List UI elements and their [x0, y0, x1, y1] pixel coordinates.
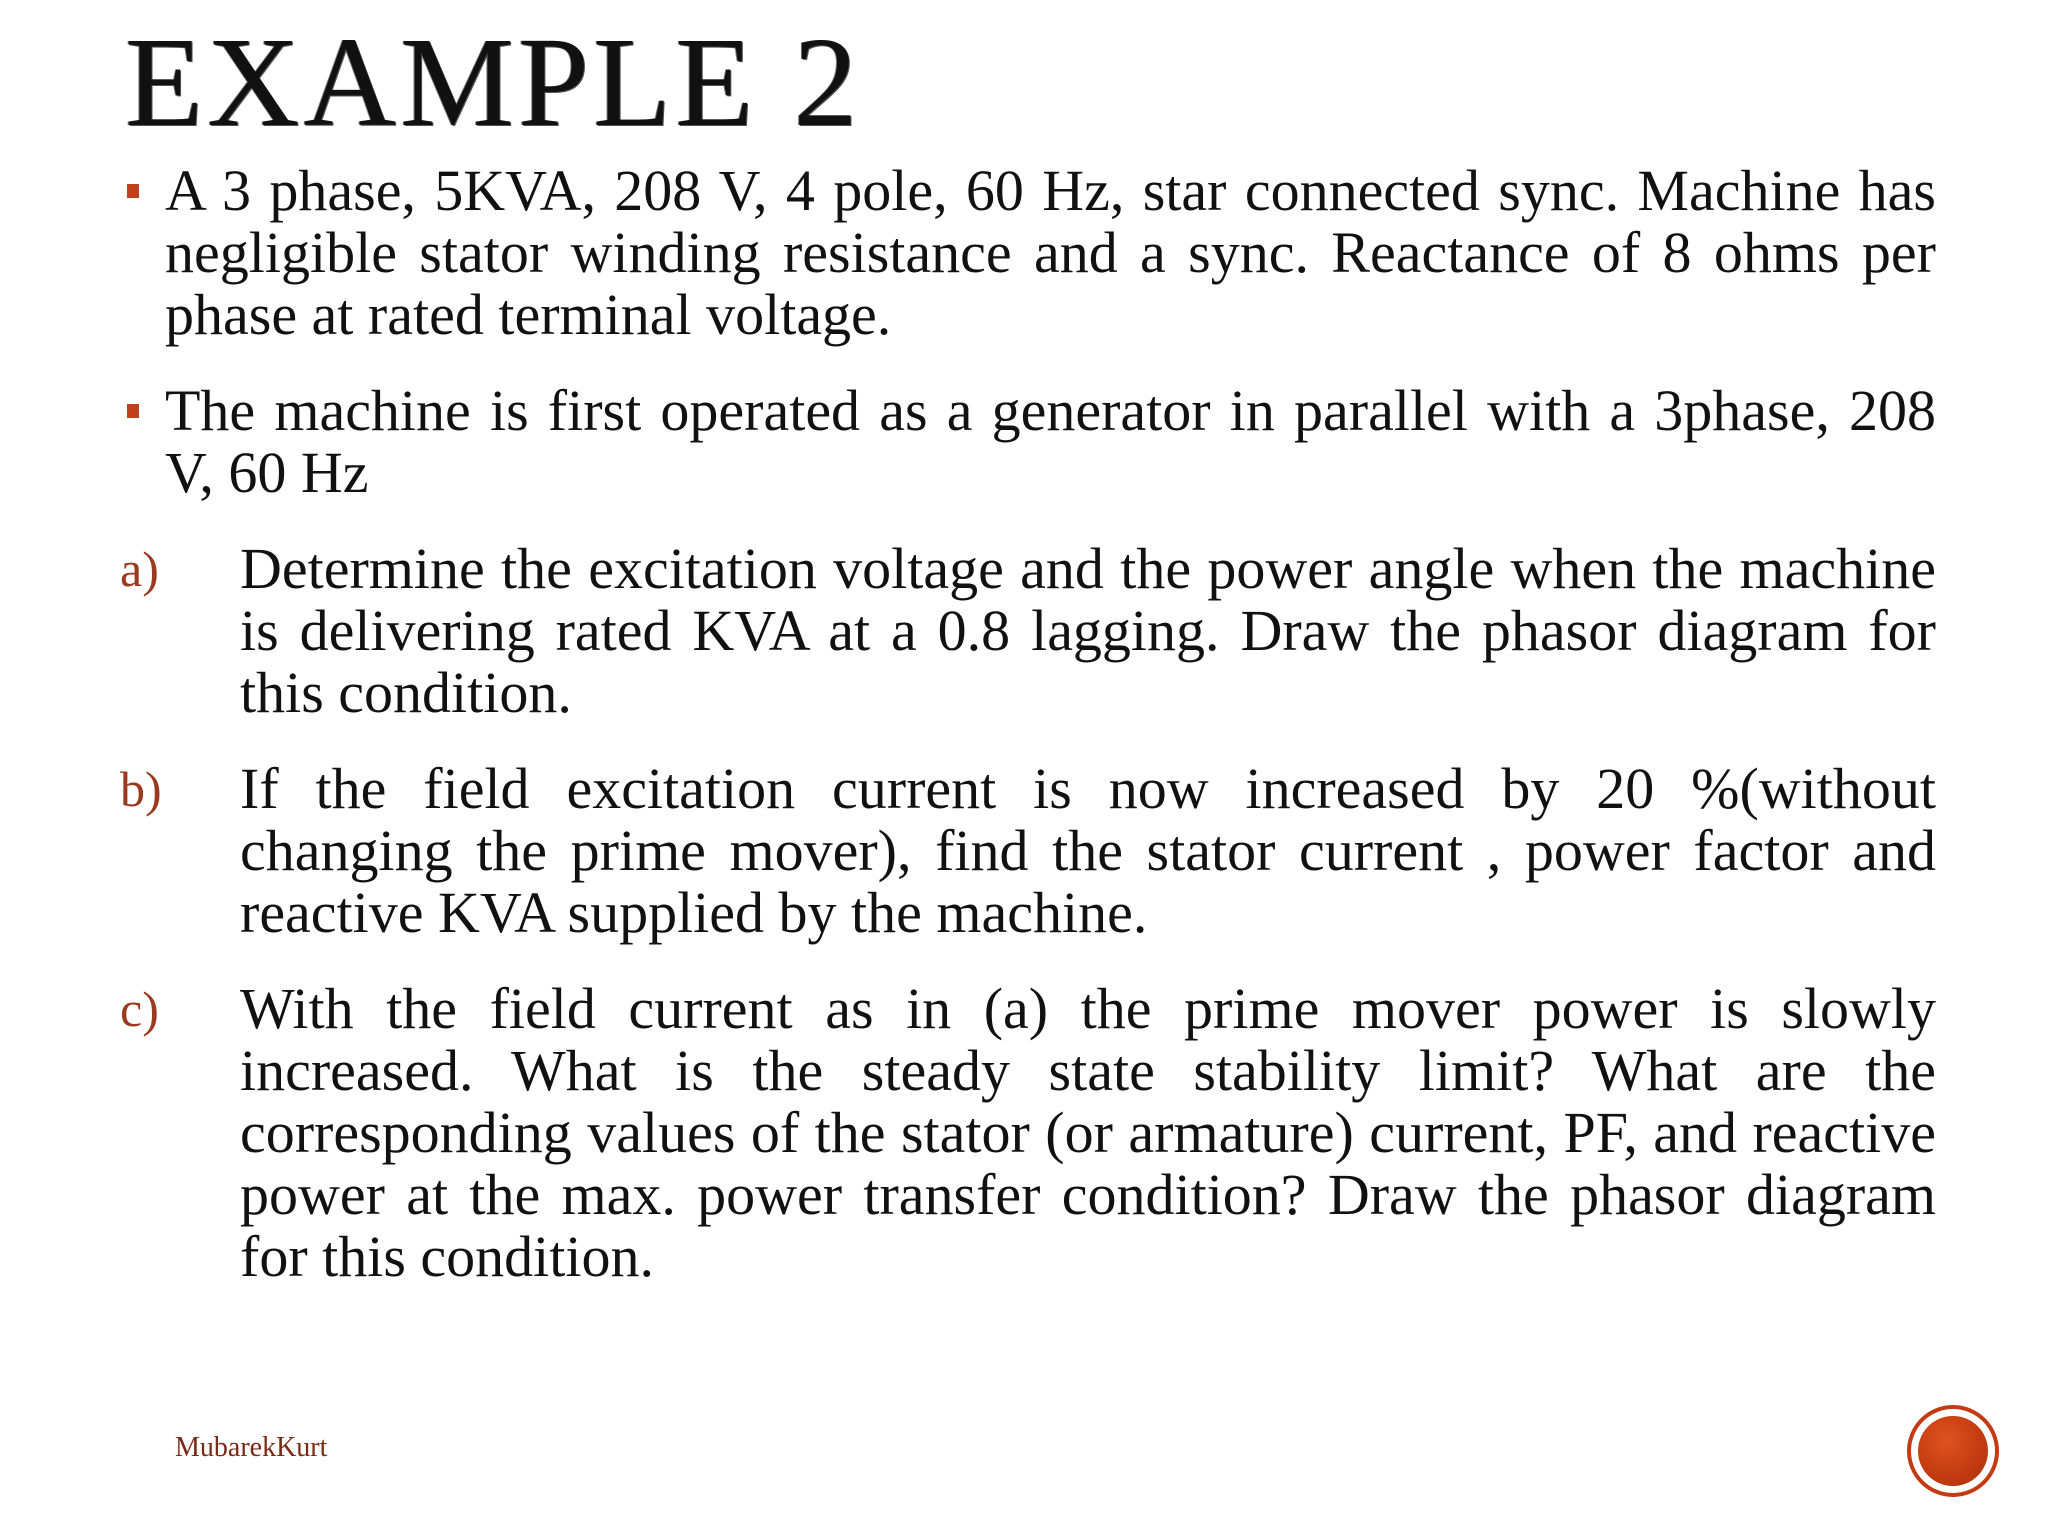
question-item [120, 538, 1936, 724]
question-text: Determine the excitation voltage and the power angle when the machine is delivering rated KVA at a 0.8 lagging. Draw the phasor diagram for this condition. [240, 536, 1936, 725]
bullet-text: The machine is first operated as a generator in parallel with a 3phase, 208 V, 60 Hz [165, 378, 1936, 505]
question-item [120, 978, 1936, 1288]
question-text: With the field current as in (a) the prime mover power is slowly increased. What is the steady state stability limit? What are the corresponding values of the stator (or armature) current, PF, and reactive power at the max. power transfer condition? Draw the phasor diagram for this condition. [240, 976, 1936, 1289]
author-label: MubarekKurt [175, 1432, 328, 1463]
orange-circle-logo-icon [1907, 1405, 1999, 1497]
slide-body [120, 160, 1936, 1288]
question-item [120, 758, 1936, 944]
bullet-item [120, 160, 1936, 346]
bullet-item [120, 380, 1936, 504]
question-text: If the field excitation current is now increased by 20 %(without changing the prime mover), find the stator current , power factor and reactive KVA supplied by the machine. [240, 756, 1936, 945]
logo-inner-circle [1918, 1416, 1988, 1486]
question-letter: a) [120, 541, 159, 597]
question-letter: c) [120, 981, 159, 1037]
question-letter: b) [120, 761, 162, 817]
question-list [120, 538, 1936, 1288]
square-bullet-icon [127, 404, 139, 418]
slide-title: EXAMPLE 2 [125, 11, 862, 153]
square-bullet-icon [127, 184, 139, 198]
bullet-text: A 3 phase, 5KVA, 208 V, 4 pole, 60 Hz, star connected sync. Machine has negligible stator winding resistance and a sync. Reactance of 8 ohms per phase at rated terminal voltage. [165, 158, 1936, 347]
